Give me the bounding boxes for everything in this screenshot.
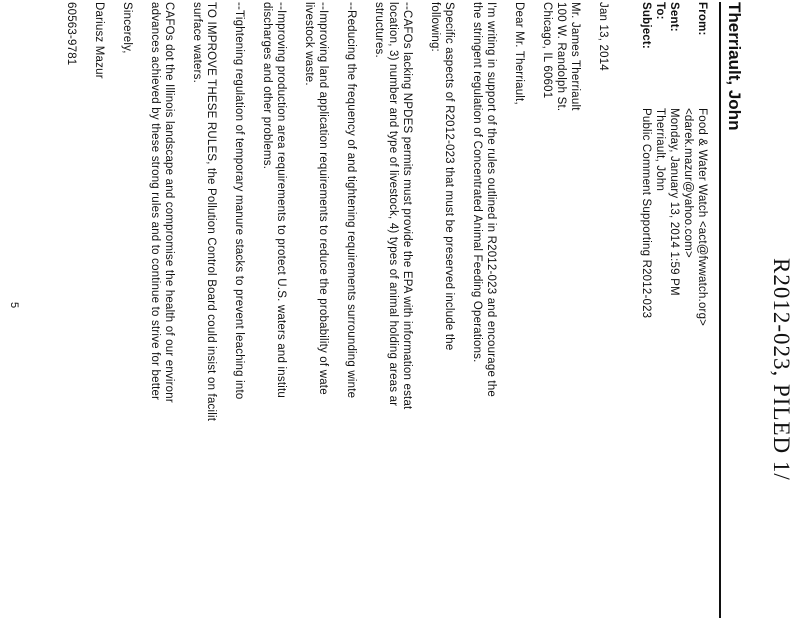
paragraph-1-line-2: the stringent regulation of Concentrated Animal Feeding Operations. <box>471 2 483 363</box>
to-label: To: <box>654 2 666 20</box>
from-label: From: <box>696 2 708 36</box>
salutation: Dear Mr. Therriault, <box>513 2 525 105</box>
paragraph-9-line-2: advances achieved by these strong rules and to continue to strive for better <box>149 2 161 401</box>
heading-rule <box>719 2 721 618</box>
address-line-3: Chicago, IL 60601 <box>541 2 553 99</box>
paragraph-2-line-1: Specific aspects of R2012-023 that must be preserved include the <box>443 2 455 351</box>
filing-stamp: R2012-023, PILED 1/ <box>769 258 794 481</box>
subject-label: Subject: <box>640 2 652 49</box>
paragraph-2-line-2: following: <box>429 2 441 52</box>
paragraph-7-line-1: --Tightening regulation of temporary manure stacks to prevent leaching into <box>233 2 245 400</box>
sent-value: Monday, January 13, 2014 1:59 PM <box>668 108 680 296</box>
paragraph-8-line-1: TO IMPROVE THESE RULES, the Pollution Control Board could insist on facilit <box>205 2 217 422</box>
paragraph-3-line-2: location, 3) number and type of livestock, 4) types of animal holding areas ar <box>387 2 399 407</box>
paragraph-5-line-2: livestock waste. <box>303 2 315 86</box>
paragraph-5-line-1: --Improving land application requirements to reduce the probability of wate <box>317 2 329 395</box>
paragraph-4-line-1: --Reducing the frequency of and tightening requirements surrounding winte <box>345 2 357 399</box>
address-line-2: 100 W. Randolph St. <box>555 2 567 112</box>
from-value: Food & Water Watch <act@fwwatch.org> <box>696 108 708 327</box>
paragraph-6-line-2: discharges and other problems. <box>261 2 273 170</box>
page-number: 5 <box>8 302 20 309</box>
signature-zip: 60563-9781 <box>65 2 77 66</box>
from-value-email: <darek.mazur@yahoo.com> <box>682 108 694 258</box>
subject-value: Public Comment Supporting R2012-023 <box>640 108 652 319</box>
paragraph-1-line-1: I'm writing in support of the rules outlined in R2012-023 and encourage the <box>485 2 497 398</box>
closing: Sincerely, <box>121 2 133 54</box>
letter-date: Jan 13, 2014 <box>597 2 609 71</box>
sent-label: Sent: <box>668 2 680 32</box>
signature-name: Dariusz Mazur <box>93 2 105 79</box>
address-line-1: Mr. James Therriault <box>569 2 581 111</box>
recipient-name-heading: Therriault, John <box>725 2 744 131</box>
paragraph-8-line-2: surface waters. <box>191 2 203 83</box>
paragraph-9-line-1: CAFOs dot the Illinois landscape and compromise the health of our environr <box>163 2 175 403</box>
paragraph-3-line-3: structures. <box>373 2 385 58</box>
paragraph-3-line-1: --CAFOs lacking NPDES permits must provide the EPA with information estat <box>401 2 413 410</box>
paragraph-6-line-1: --Improving production area requirements to protect U.S. waters and institu <box>275 2 287 398</box>
to-value: Therriault, John <box>654 108 666 192</box>
